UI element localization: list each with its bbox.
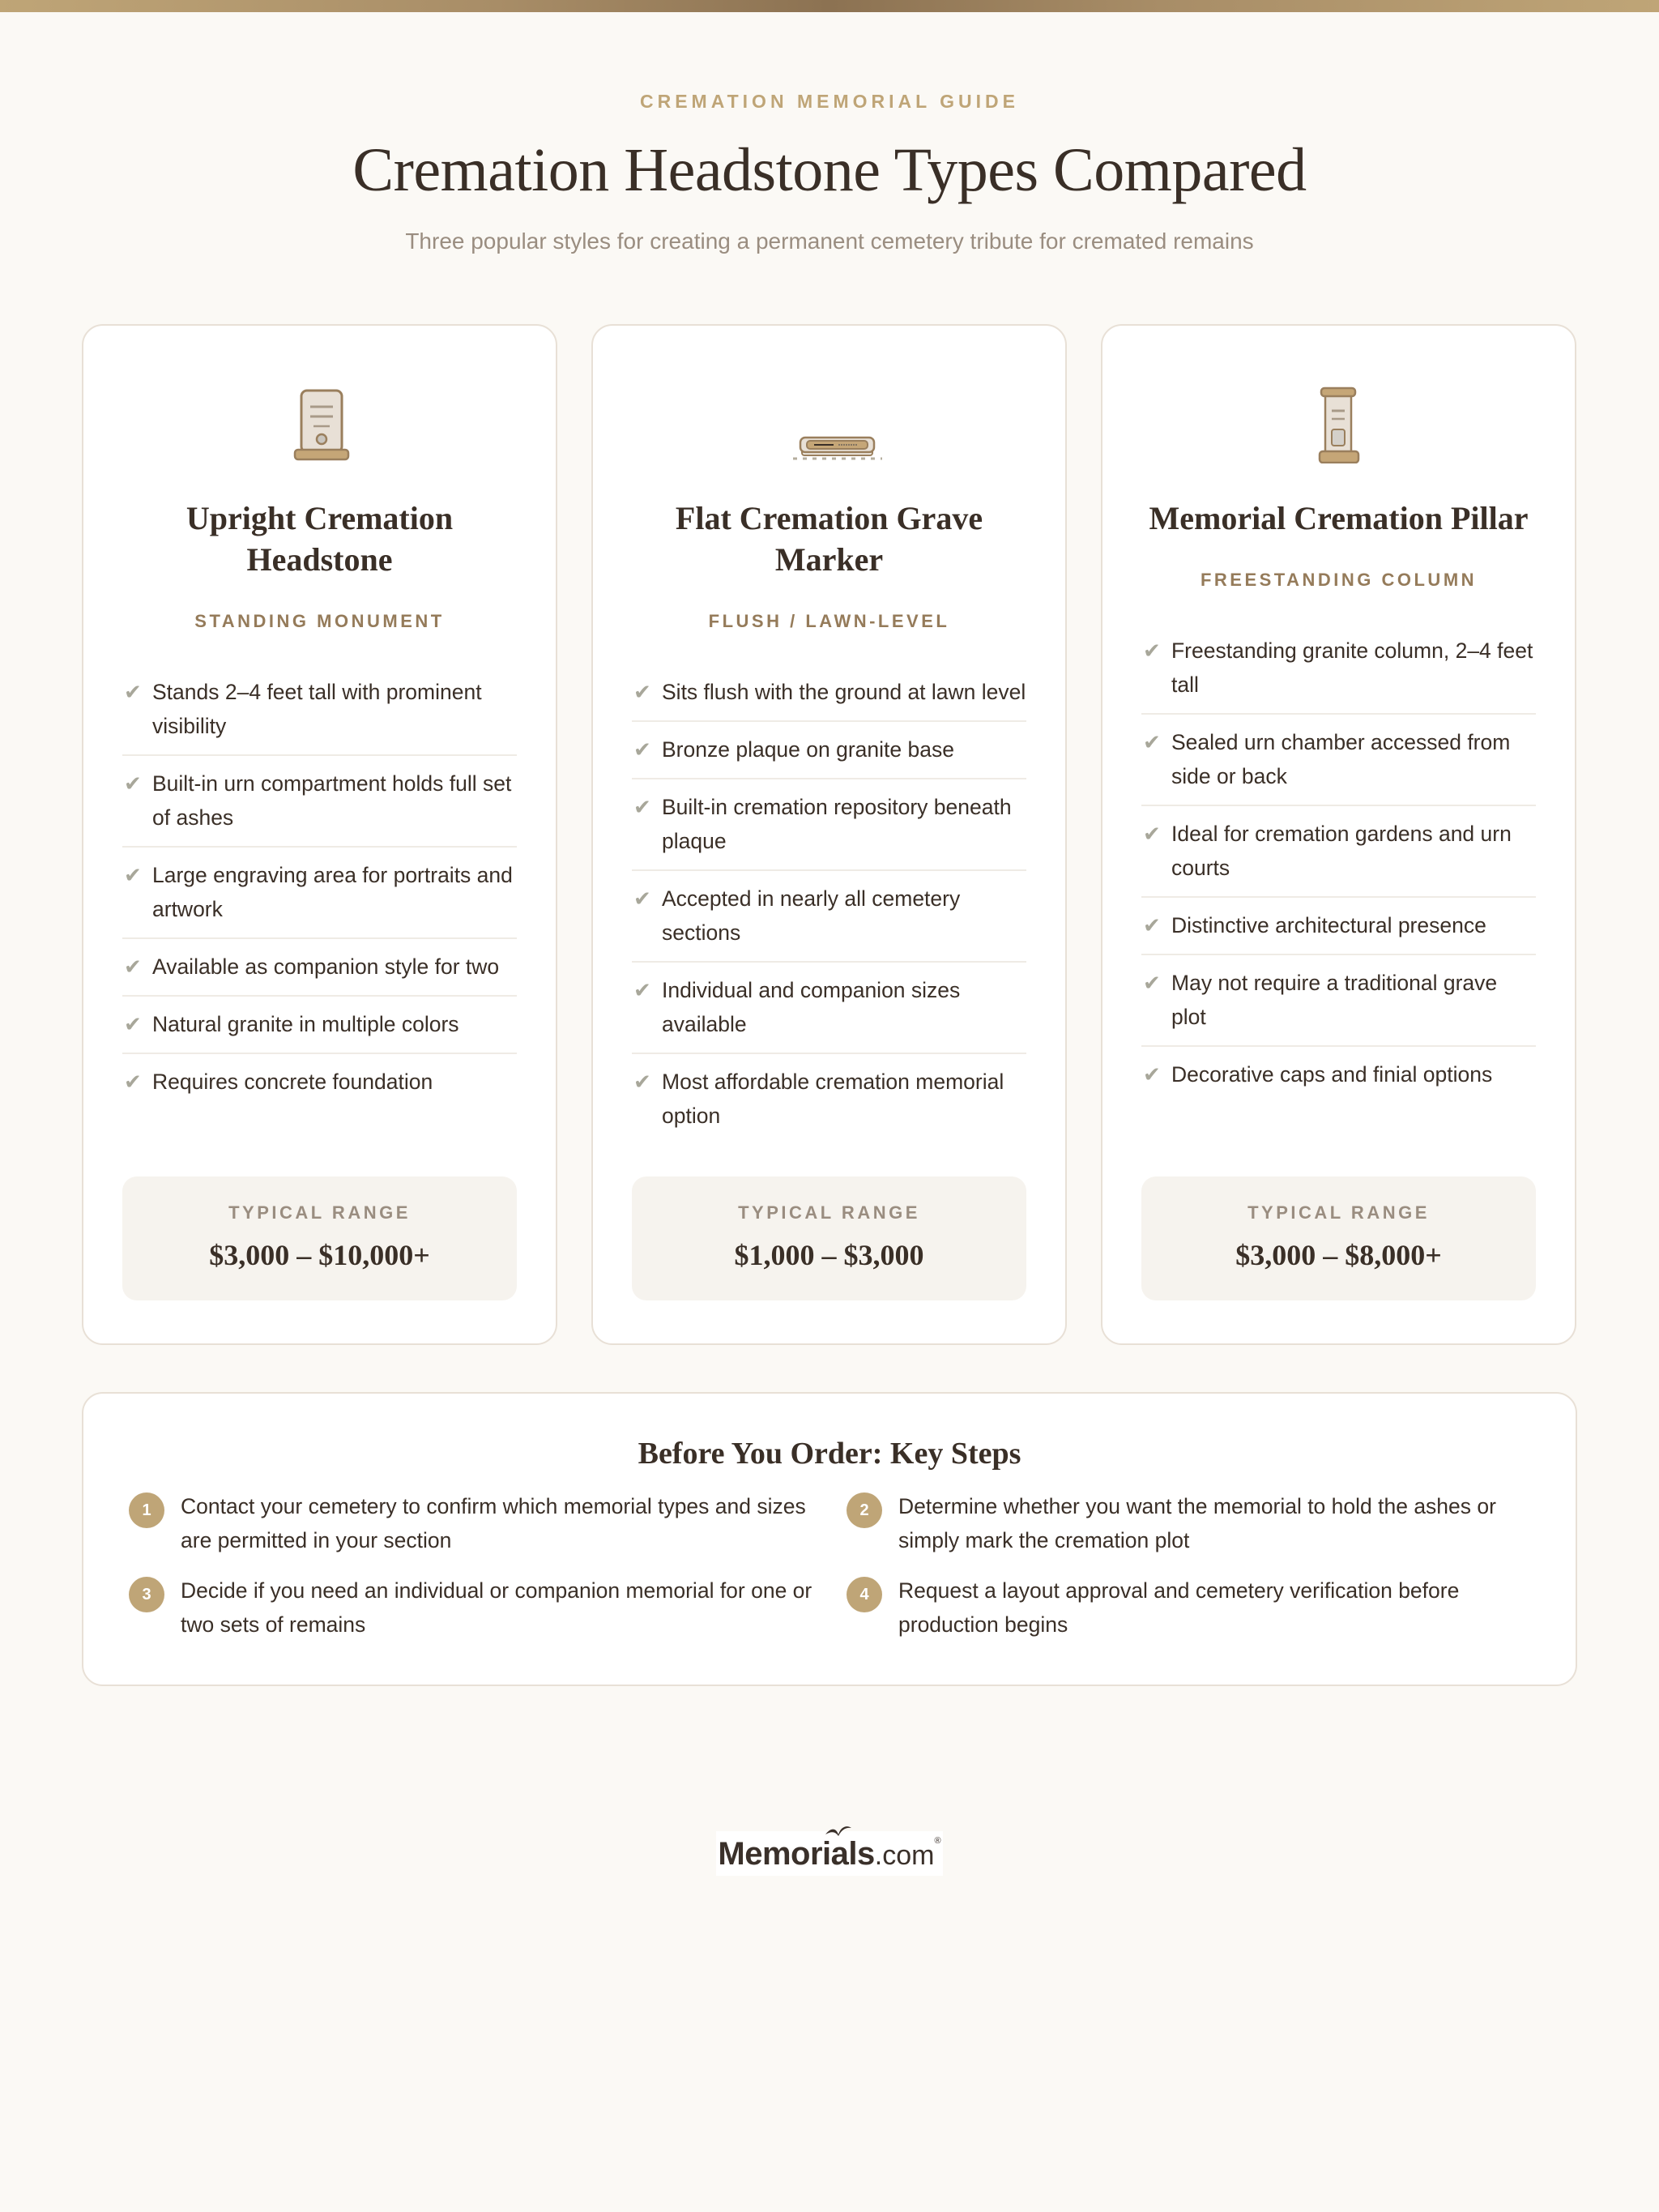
page-title: Cremation Headstone Types Compared (352, 136, 1307, 204)
steps-grid (129, 1489, 1530, 1642)
feature-item: ✔ May not require a traditional grave plot (1141, 955, 1536, 1047)
price-value: $1,000 – $3,000 (734, 1239, 924, 1271)
feature-item: ✔ Bronze plaque on granite base (632, 722, 1026, 779)
step-item (847, 1574, 1546, 1642)
step-text: Request a layout approval and cemetery verification before production begins (898, 1578, 1460, 1637)
check-icon: ✔ (633, 680, 651, 704)
step-number-badge: 3 (129, 1577, 164, 1612)
feature-item: ✔ Sits flush with the ground at lawn level (632, 664, 1026, 722)
check-icon: ✔ (1143, 913, 1161, 937)
card-title: Upright Cremation Headstone (186, 500, 454, 578)
step-text: Contact your cemetery to confirm which memorial types and sizes are permitted in your section (181, 1494, 806, 1552)
check-icon: ✔ (633, 886, 651, 911)
page-header (0, 91, 1659, 254)
eyebrow-label: CREMATION MEMORIAL GUIDE (640, 91, 1019, 112)
feature-list (632, 664, 1026, 1144)
feature-item: ✔ Stands 2–4 feet tall with prominent visibility (122, 664, 517, 756)
comparison-cards (82, 324, 1577, 1345)
step-number-badge: 1 (129, 1492, 164, 1528)
card-subtitle: FREESTANDING COLUMN (1200, 570, 1478, 590)
step-item (847, 1489, 1546, 1557)
page-subtitle: Three popular styles for creating a permanent cemetery tribute for cremated remains (405, 228, 1254, 254)
check-icon: ✔ (633, 1070, 651, 1094)
feature-item: ✔ Distinctive architectural presence (1141, 898, 1536, 955)
steps-title: Before You Order: Key Steps (638, 1437, 1021, 1471)
feature-item: ✔ Sealed urn chamber accessed from side or back (1141, 715, 1536, 806)
feature-item: ✔ Large engraving area for portraits and artwork (122, 848, 517, 939)
check-icon: ✔ (124, 680, 142, 704)
price-label: TYPICAL RANGE (1247, 1202, 1430, 1223)
card-title: Flat Cremation Grave Marker (675, 500, 983, 578)
card-flat-marker (591, 324, 1067, 1345)
feature-item: ✔ Individual and companion sizes available (632, 963, 1026, 1054)
feature-item: ✔ Natural granite in multiple colors (122, 997, 517, 1054)
price-label: TYPICAL RANGE (228, 1202, 411, 1223)
step-text: Decide if you need an individual or companion memorial for one or two sets of remains (181, 1578, 812, 1637)
check-icon: ✔ (633, 795, 651, 819)
feature-item: ✔ Available as companion style for two (122, 939, 517, 997)
key-steps-panel (82, 1392, 1577, 1686)
price-box (632, 1176, 1026, 1300)
card-subtitle: FLUSH / LAWN-LEVEL (708, 611, 950, 631)
logo-wordmark: Memorials (718, 1836, 875, 1872)
step-text: Determine whether you want the memorial to hold the ashes or simply mark the cremation plot (898, 1494, 1496, 1552)
check-icon: ✔ (633, 978, 651, 1002)
card-upright-headstone (82, 324, 557, 1345)
step-item (129, 1489, 847, 1557)
registered-mark: ® (934, 1836, 941, 1846)
card-title: Memorial Cremation Pillar (1149, 500, 1529, 536)
card-subtitle: STANDING MONUMENT (194, 611, 445, 631)
check-icon: ✔ (1143, 638, 1161, 663)
step-number-badge: 2 (847, 1492, 882, 1528)
feature-item: ✔ Most affordable cremation memorial option (632, 1054, 1026, 1144)
feature-item: ✔ Decorative caps and finial options (1141, 1047, 1536, 1103)
feature-item: ✔ Freestanding granite column, 2–4 feet tall (1141, 623, 1536, 715)
price-box (122, 1176, 517, 1300)
check-icon: ✔ (124, 1070, 142, 1094)
feature-list (1141, 623, 1536, 1103)
logo-tld: .com (874, 1840, 935, 1871)
price-box (1141, 1176, 1536, 1300)
feature-item: ✔ Accepted in nearly all cemetery sections (632, 871, 1026, 963)
check-icon: ✔ (1143, 971, 1161, 995)
card-memorial-pillar (1101, 324, 1576, 1345)
step-item (129, 1574, 847, 1642)
feature-item: ✔ Ideal for cremation gardens and urn courts (1141, 806, 1536, 898)
check-icon: ✔ (124, 771, 142, 796)
check-icon: ✔ (1143, 822, 1161, 846)
feature-list (122, 664, 517, 1110)
pillar-icon (1286, 374, 1392, 463)
feature-item: ✔ Requires concrete foundation (122, 1054, 517, 1110)
price-value: $3,000 – $10,000+ (209, 1239, 430, 1271)
check-icon: ✔ (1143, 730, 1161, 754)
flat-marker-icon (777, 374, 882, 463)
memorials-logo[interactable] (716, 1831, 942, 1876)
check-icon: ✔ (124, 954, 142, 979)
feature-item: ✔ Built-in cremation repository beneath plaque (632, 779, 1026, 871)
check-icon: ✔ (124, 1012, 142, 1036)
check-icon: ✔ (1143, 1062, 1161, 1087)
price-value: $3,000 – $8,000+ (1235, 1239, 1442, 1271)
footer (0, 1831, 1659, 1876)
upright-headstone-icon (267, 374, 373, 463)
check-icon: ✔ (633, 737, 651, 762)
feature-item: ✔ Built-in urn compartment holds full set of ashes (122, 756, 517, 848)
step-number-badge: 4 (847, 1577, 882, 1612)
top-accent-bar (0, 0, 1659, 12)
check-icon: ✔ (124, 863, 142, 887)
price-label: TYPICAL RANGE (738, 1202, 920, 1223)
bird-icon (825, 1825, 852, 1838)
